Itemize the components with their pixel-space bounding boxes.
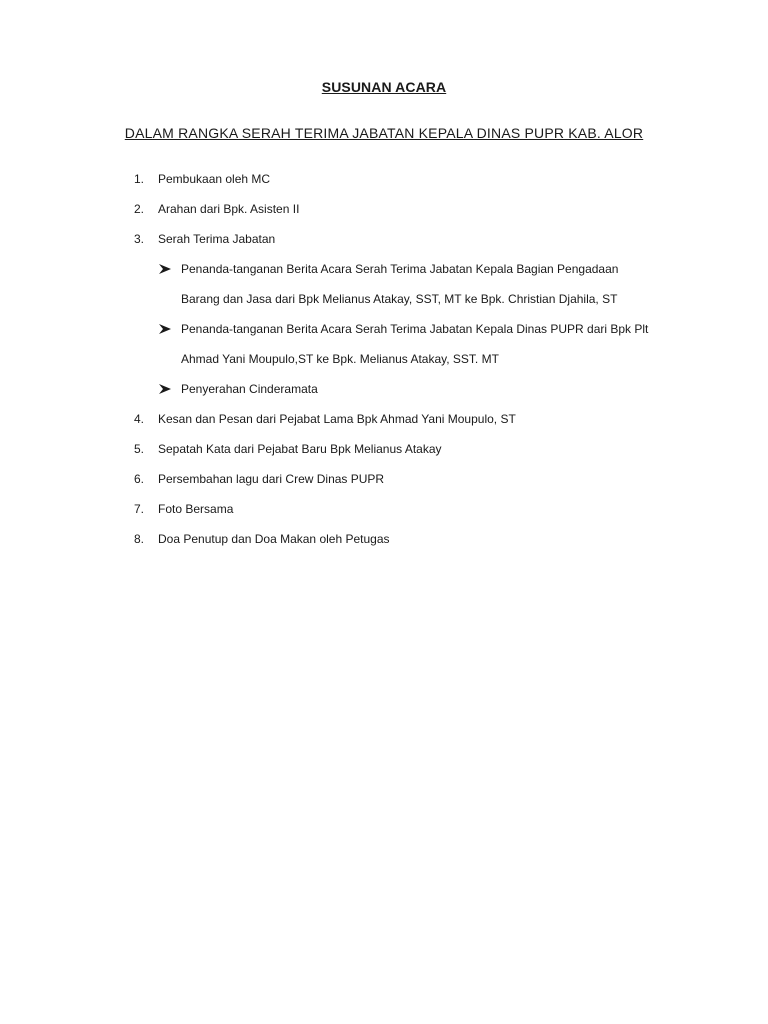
sub-list-item-text-continued: Ahmad Yani Moupulo,ST ke Bpk. Melianus Atakay, SST. MT: [181, 352, 499, 366]
document-title: SUSUNAN ACARA: [321, 79, 447, 95]
sub-list-item-text: Penanda-tanganan Berita Acara Serah Terima Jabatan Kepala Bagian Pengadaan: [181, 262, 619, 276]
list-number: 1.: [134, 172, 145, 186]
list-item-text: Sepatah Kata dari Pejabat Baru Bpk Melianus Atakay: [158, 442, 442, 456]
list-item-text: Pembukaan oleh MC: [158, 172, 271, 186]
arrow-bullet-icon: [158, 382, 172, 396]
list-number: 5.: [134, 442, 145, 456]
sub-list-item-text-continued: Barang dan Jasa dari Bpk Melianus Atakay, SST, MT ke Bpk. Christian Djahila, ST: [181, 292, 618, 306]
list-number: 3.: [134, 232, 145, 246]
list-item-text: Arahan dari Bpk. Asisten II: [158, 202, 300, 216]
sub-list-item-text: Penanda-tanganan Berita Acara Serah Terima Jabatan Kepala Dinas PUPR dari Bpk Plt: [181, 322, 649, 336]
list-number: 7.: [134, 502, 145, 516]
sub-list-item-text: Penyerahan Cinderamata: [181, 382, 318, 396]
list-number: 2.: [134, 202, 145, 216]
list-number: 8.: [134, 532, 145, 546]
list-item-text: Kesan dan Pesan dari Pejabat Lama Bpk Ahmad Yani Moupulo, ST: [158, 412, 516, 426]
list-item-text: Persembahan lagu dari Crew Dinas PUPR: [158, 472, 385, 486]
arrow-bullet-icon: [158, 262, 172, 276]
list-item-text: Foto Bersama: [158, 502, 234, 516]
list-item-text: Serah Terima Jabatan: [158, 232, 276, 246]
list-number: 6.: [134, 472, 145, 486]
list-item-text: Doa Penutup dan Doa Makan oleh Petugas: [158, 532, 390, 546]
document-subtitle: DALAM RANGKA SERAH TERIMA JABATAN KEPALA DINAS PUPR KAB. ALOR: [124, 125, 644, 141]
list-number: 4.: [134, 412, 145, 426]
arrow-bullet-icon: [158, 322, 172, 336]
